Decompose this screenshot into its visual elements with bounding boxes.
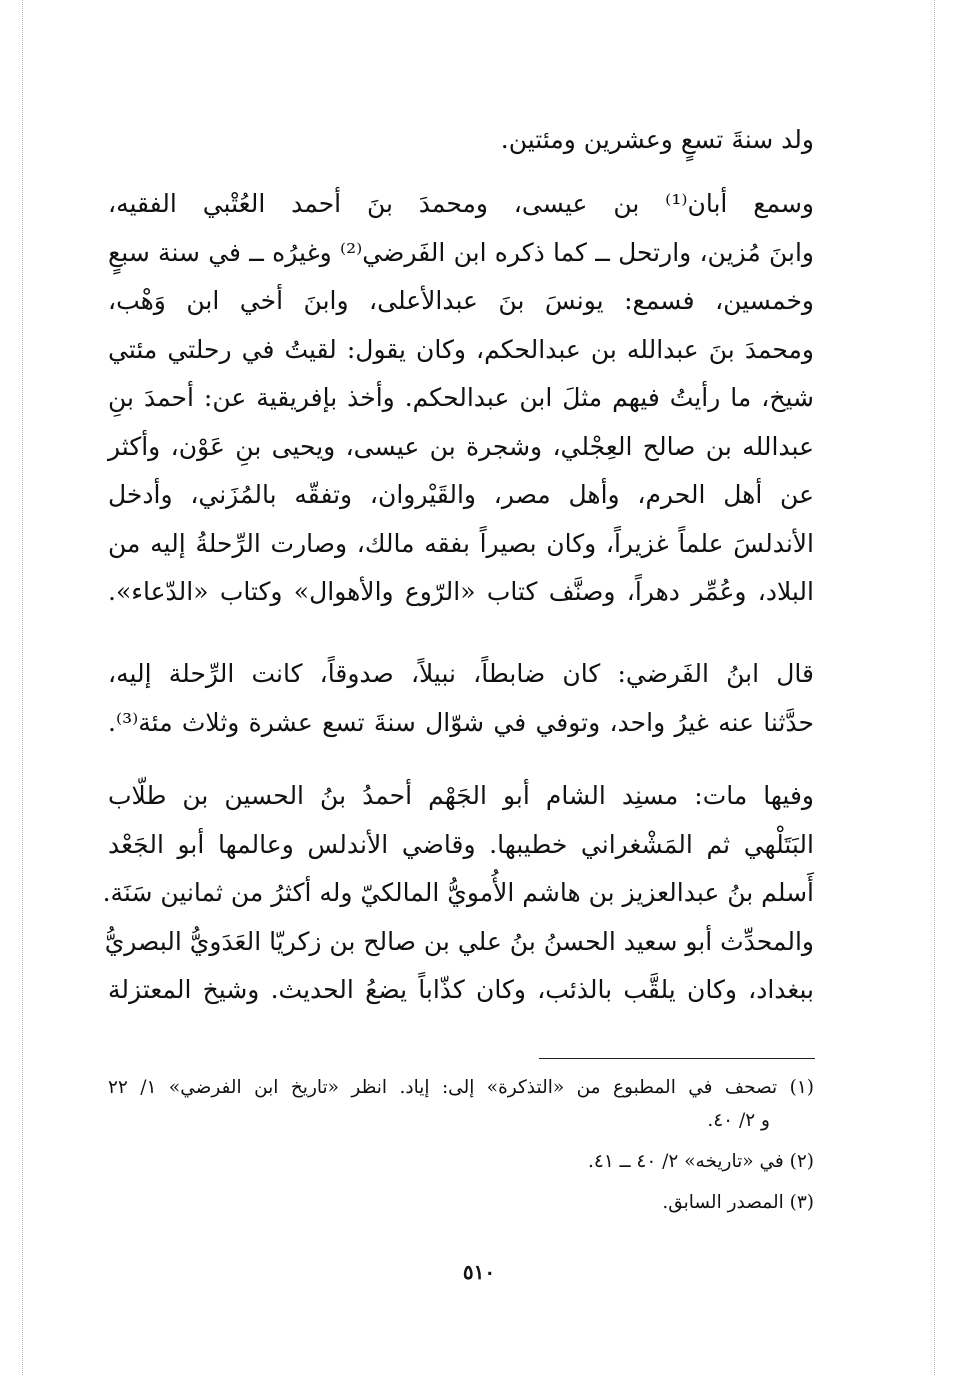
paragraph-1 xyxy=(108,116,814,165)
text-line: حدَّثنا عنه غيرُ واحد، وتوفي في شوّال سنةَ تسع عشرة وثلاث مئة⁽³⁾. xyxy=(108,707,814,737)
paragraph-2 xyxy=(108,180,814,617)
footnote-1-line-1: (١) تصحف في المطبوع من «التذكرة» إلى: إياد. انظر «تاريخ ابن الفرضي» ١/ ٢٢ xyxy=(108,1077,814,1098)
scan-edge-right xyxy=(934,0,935,1375)
text-line: وابنَ مُزين، وارتحل ــ كما ذكره ابن الفَرضي⁽²⁾ وغيرُه ــ في سنة سبعٍ xyxy=(108,237,814,267)
text-line: وسمع أبان⁽¹⁾ بن عيسى، ومحمدَ بنَ أحمد العُتْبي الفقيه، xyxy=(108,189,814,218)
page-number: ٥١٠ xyxy=(462,1260,496,1284)
scan-edge-left xyxy=(22,0,23,1375)
paragraph-4 xyxy=(102,772,814,1015)
footnote-separator xyxy=(539,1058,815,1059)
text-line: وخمسين، فسمع: يونسَ بنَ عبدالأعلى، وابنَ أخي ابن وَهْب، xyxy=(108,286,814,315)
text-line: وفيها مات: مسنِد الشام أبو الجَهْم أحمدُ بنُ الحسين بن طلّاب xyxy=(108,781,814,810)
text-line: شيخ، ما رأيتُ فيهم مثلَ ابن عبدالحكم. وأخذ بإفريقية عن: أحمدَ بنِ xyxy=(108,383,814,412)
text-line: البلاد، وعُمِّر دهراً، وصنَّف كتاب «الرّوع والأهوال» وكتاب «الدّعاء». xyxy=(108,577,814,606)
footnote-3: (٣) المصدر السابق. xyxy=(662,1192,814,1213)
footnotes xyxy=(108,1071,814,1219)
text-line: عن أهل الحرم، وأهل مصر، والقَيْروان، وتفقّه بالمُزَني، وأدخل xyxy=(108,480,814,509)
text-line: ومحمدَ بنَ عبدالله بن عبدالحكم، وكان يقول: لقيتُ في رحلتي مئتي xyxy=(108,334,814,364)
footnote-2: (٢) في «تاريخه» ٢/ ٤٠ ــ ٤١. xyxy=(588,1151,814,1172)
text-line: أَسلم بنُ عبدالعزيز بن هاشم الأُمويُّ المالكيّ وله أكثرُ من ثمانين سَنَة. xyxy=(102,878,814,907)
text-line: والمحدِّث أبو سعيد الحسنُ بنُ علي بن صالح بن زكريّا العَدَويُّ البصريُّ xyxy=(104,926,814,956)
text-line: الأندلسَ علماً غزيراً، وكان بصيراً بفقه مالك، وصارت الرِّحلةُ إليه من xyxy=(108,528,814,558)
text-line: قال ابنُ الفَرضي: كان ضابطاً، نبيلاً، صدوقاً، كانت الرِّحلة إليه، xyxy=(108,659,814,688)
paragraph-3 xyxy=(108,650,814,747)
text-line: ببغداد، وكان يلقَّب بالذئب، وكان كذّاباً يضعُ الحديث. وشيخ المعتزلة xyxy=(108,975,814,1004)
text-line: ولد سنةَ تسعٍ وعشرين ومئتين. xyxy=(500,125,814,154)
footnote-1-line-2: و ٢/ ٤٠. xyxy=(707,1110,770,1131)
text-line: البَتَلْهي ثم المَشْغراني خطيبها. وقاضي الأندلس وعالمها أبو الجَعْد xyxy=(108,829,814,859)
text-line: عبدالله بن صالح العِجْلي، وشجرة بن عيسى، ويحيى بنِ عَوْن، وأكثر xyxy=(108,431,814,461)
